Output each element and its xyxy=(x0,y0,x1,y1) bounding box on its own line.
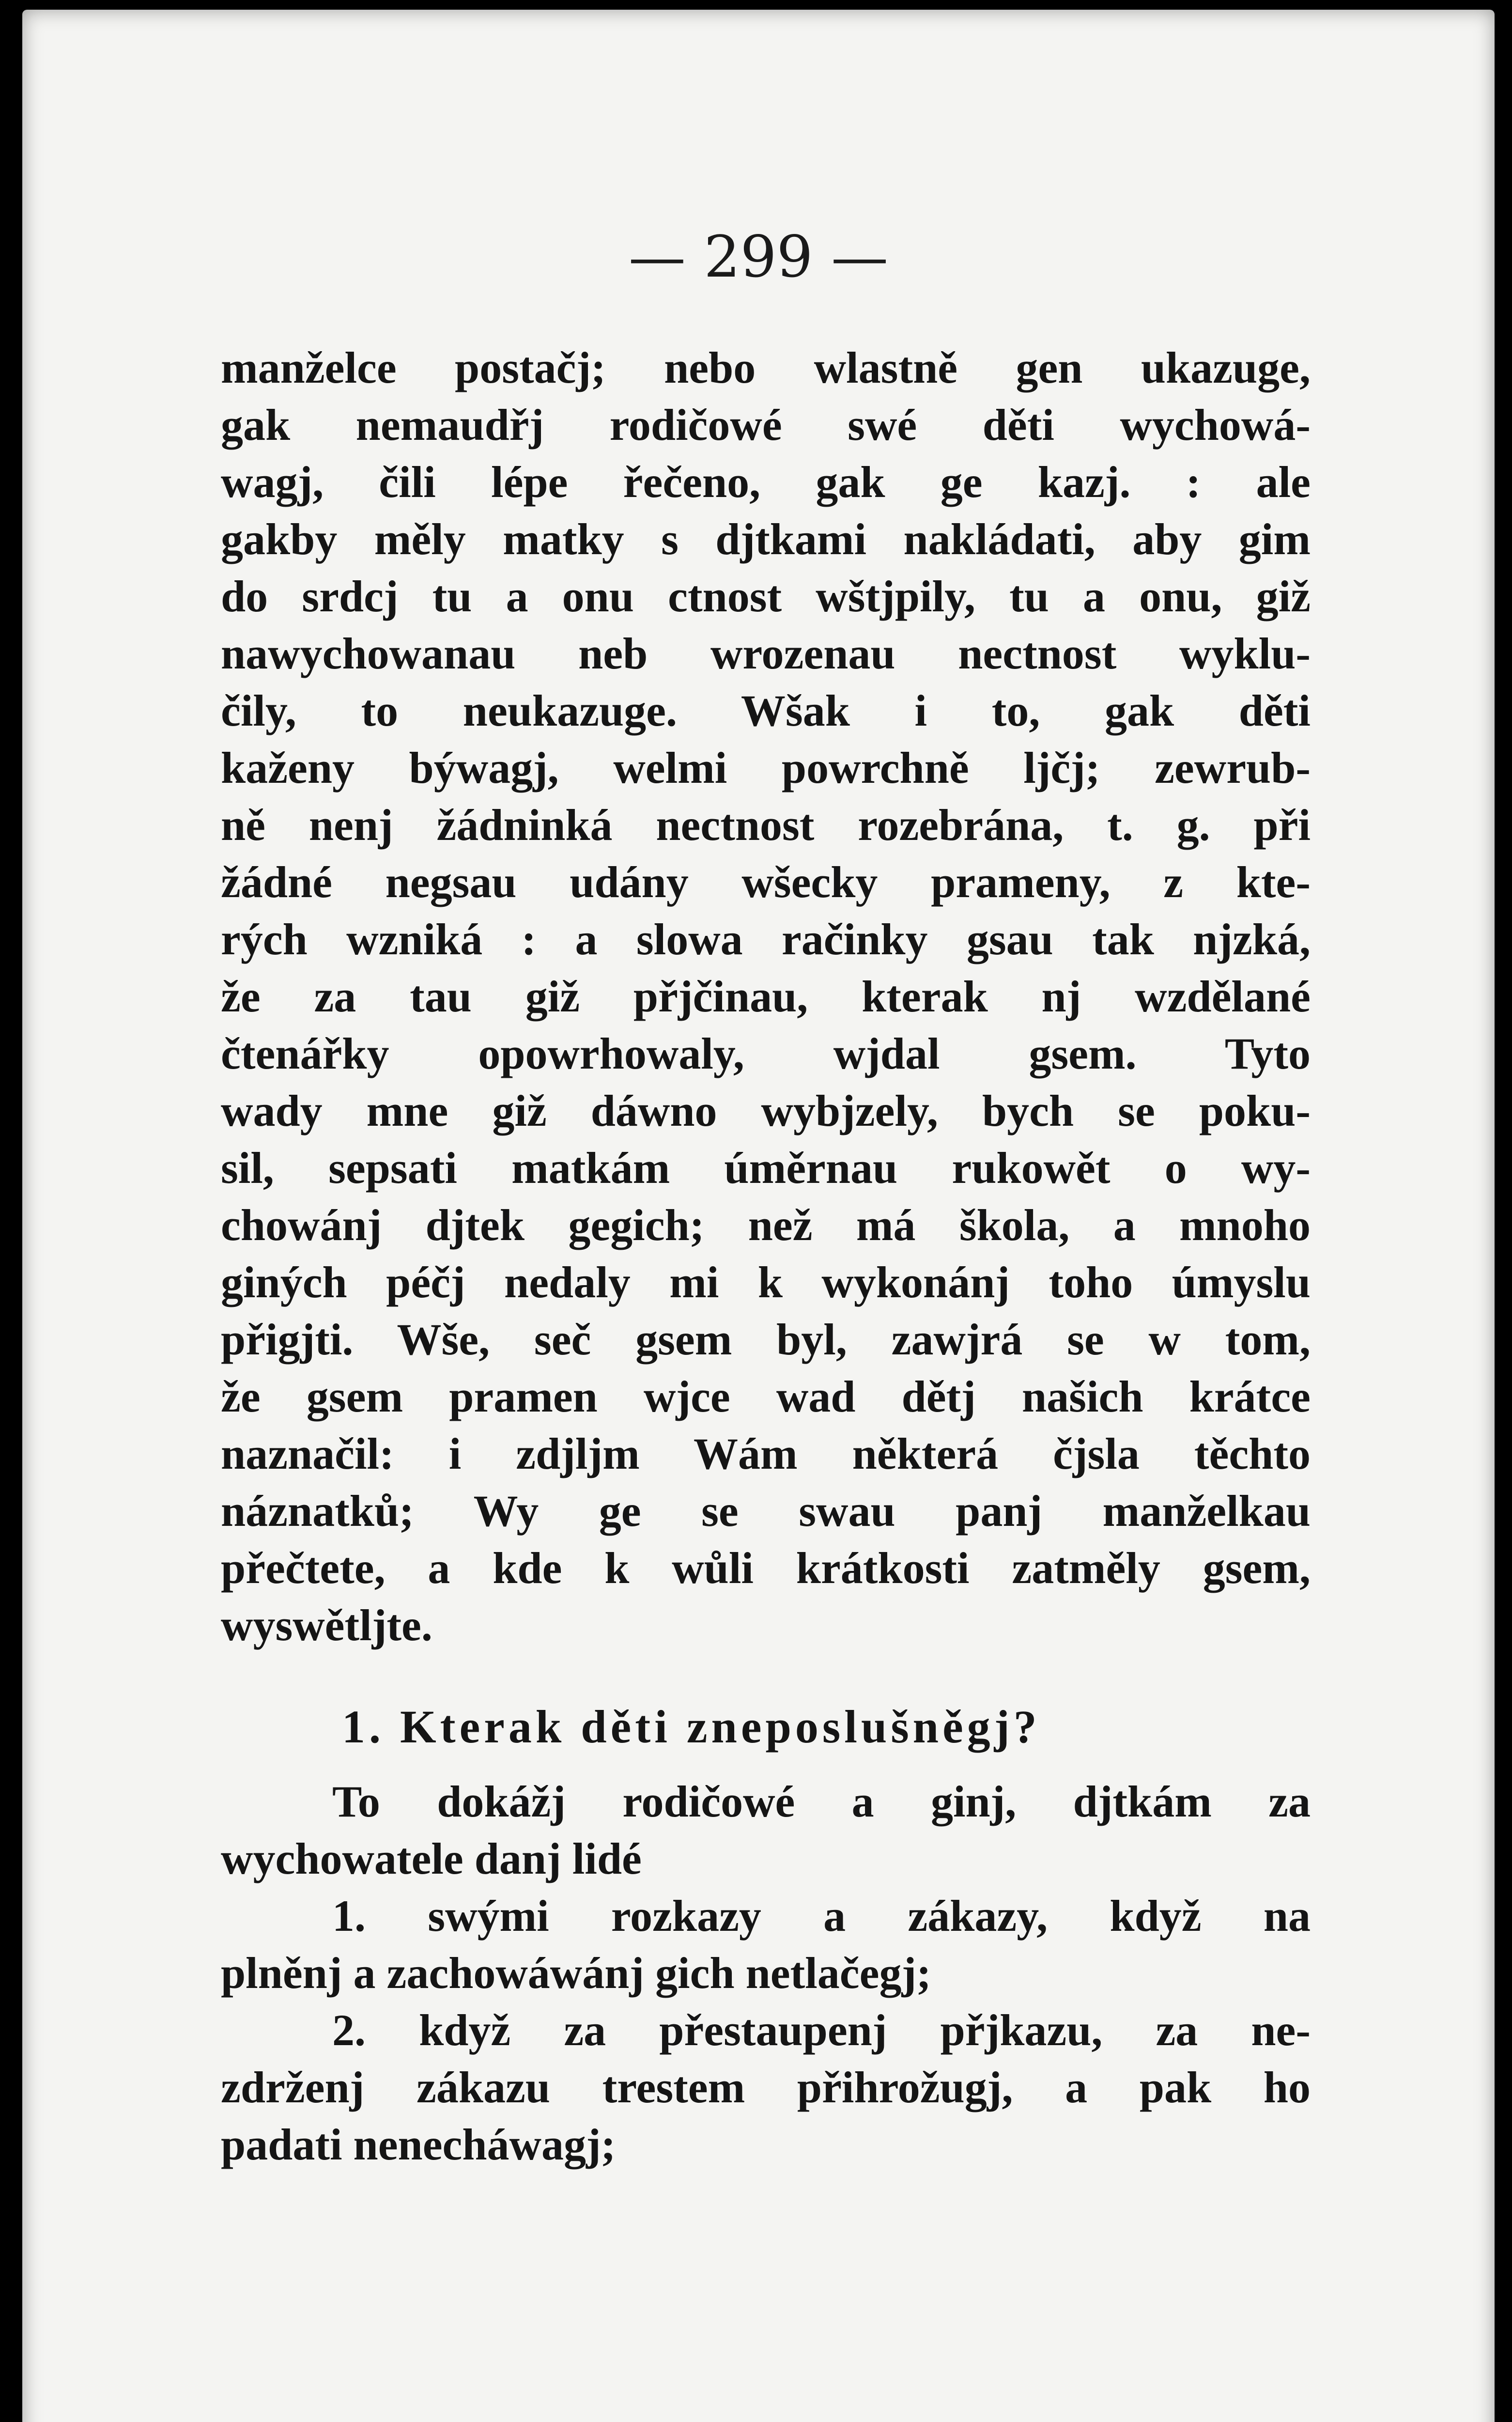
text-line: naznačil: i zdjljm Wám některá čjsla těchto xyxy=(221,1429,1311,1478)
text-line: ně nenj žádninká nectnost rozebrána, t. g. při xyxy=(221,800,1311,850)
text-line: do srdcj tu a onu ctnost wštjpily, tu a onu, giž xyxy=(221,572,1311,621)
text-line: přečtete, a kde k wůli krátkosti zatměly gsem, xyxy=(221,1543,1311,1593)
text-line: že za tau giž přjčinau, kterak nj wzdělané xyxy=(221,972,1311,1021)
text-line: sil, sepsati matkám úměrnau rukowět o wy- xyxy=(221,1143,1311,1193)
paragraph-1 xyxy=(221,339,1311,1654)
text-line: giných péčj nedaly mi k wykonánj toho úmyslu xyxy=(221,1258,1311,1307)
text-line: 2. když za přestaupenj přjkazu, za ne- xyxy=(332,2005,1311,2055)
text-line: nawychowanau neb wrozenau nectnost wyklu- xyxy=(221,629,1311,678)
text-line: 1. swými rozkazy a zákazy, když na xyxy=(332,1891,1311,1941)
text-line: wyswětljte. xyxy=(221,1600,432,1650)
text-line: To dokážj rodičowé a ginj, djtkám za xyxy=(332,1777,1311,1826)
text-line: chowánj djtek gegich; než má škola, a mnoho xyxy=(221,1200,1311,1250)
text-line: wagj, čili lépe řečeno, gak ge kazj. : ale xyxy=(221,457,1311,507)
book-page xyxy=(22,10,1495,2422)
text-line: že gsem pramen wjce wad dětj našich krátce xyxy=(221,1372,1311,1421)
text-line: zdrženj zákazu trestem přihrožugj, a pak ho xyxy=(221,2063,1311,2112)
text-line: wady mne giž dáwno wybjzely, bych se poku- xyxy=(221,1086,1311,1135)
text-line: gakby měly matky s djtkami nakládati, aby gim xyxy=(221,514,1311,564)
text-line: manželce postačj; nebo wlastně gen ukazuge, xyxy=(221,343,1311,392)
page-number: — 299 — xyxy=(628,223,889,290)
paragraph-2 xyxy=(221,1773,1311,2173)
text-line: plněnj a zachowáwánj gich netlačegj; xyxy=(221,1948,931,1998)
text-line: padati nenecháwagj; xyxy=(221,2120,616,2169)
text-line: čtenářky opowrhowaly, wjdal gsem. Tyto xyxy=(221,1029,1311,1078)
text-line: kaženy býwagj, welmi powrchně ljčj; zewrub- xyxy=(221,743,1311,792)
text-line: žádné negsau udány wšecky prameny, z kte- xyxy=(221,857,1311,907)
text-line: přigjti. Wše, seč gsem byl, zawjrá se w tom, xyxy=(221,1315,1311,1364)
text-line: wychowatele danj lidé xyxy=(221,1834,642,1883)
text-line: čily, to neukazuge. Wšak i to, gak děti xyxy=(221,686,1311,735)
text-line: náznatků; Wy ge se swau panj manželkau xyxy=(221,1486,1311,1536)
section-heading: 1. Kterak děti zneposlušněgj? xyxy=(342,1701,1041,1753)
text-line: gak nemaudřj rodičowé swé děti wychowá- xyxy=(221,400,1311,450)
text-line: rých wzniká : a slowa račinky gsau tak njzká, xyxy=(221,915,1311,964)
